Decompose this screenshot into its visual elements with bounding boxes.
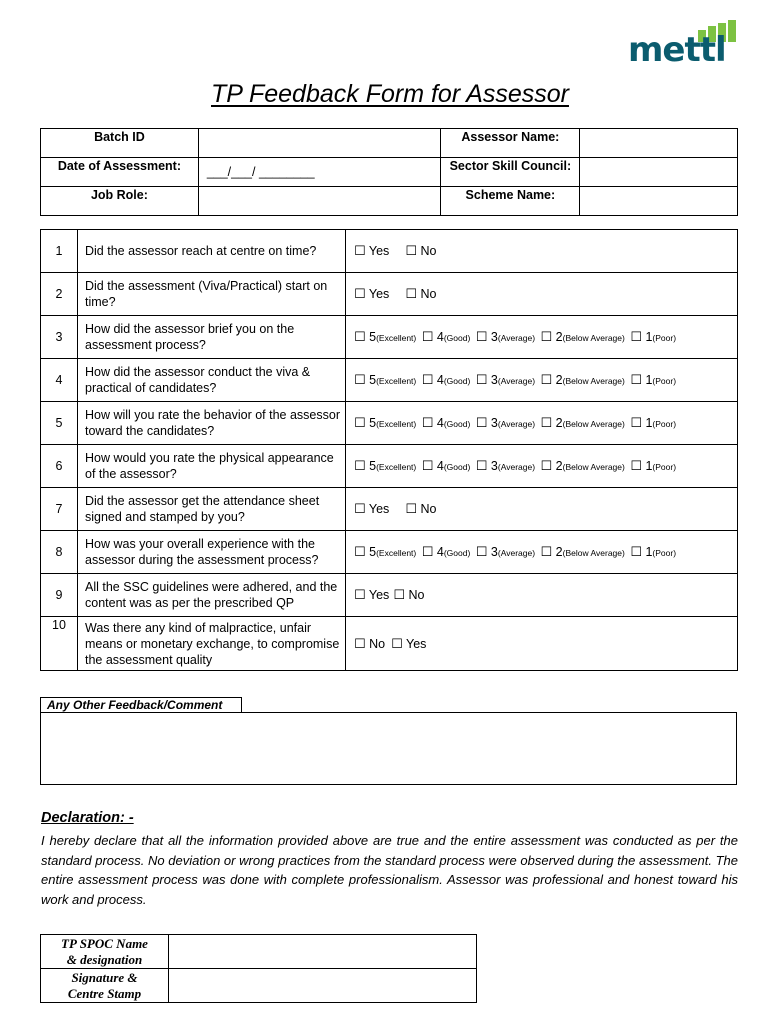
rating-label: (Below Average) — [562, 461, 625, 472]
yes-option-label: Yes — [368, 588, 390, 602]
spoc-label-line1: TP SPOC Name — [61, 935, 148, 951]
rating-option[interactable] — [476, 545, 535, 559]
rating-number: 3 — [490, 372, 498, 387]
rating-number: 2 — [555, 372, 563, 387]
rating-label: (Poor) — [652, 332, 677, 343]
question-text: How did the assessor conduct the viva & practical of candidates? — [78, 359, 346, 402]
checkbox-icon[interactable]: ☐ — [405, 243, 417, 258]
rating-option[interactable] — [422, 545, 471, 559]
checkbox-icon[interactable]: ☐ — [630, 414, 642, 430]
question-row — [41, 273, 738, 316]
rating-label: (Good) — [443, 547, 471, 558]
rating-option[interactable] — [630, 416, 676, 430]
checkbox-icon[interactable]: ☐ — [354, 286, 366, 301]
rating-number: 2 — [555, 415, 563, 430]
rating-label: (Average) — [497, 461, 536, 472]
signature-stamp-field[interactable] — [169, 969, 477, 1003]
question-number: 6 — [41, 445, 78, 488]
rating-number: 3 — [490, 329, 498, 344]
rating-option[interactable] — [422, 330, 471, 344]
no-option-label: No — [408, 588, 425, 602]
mettl-logo — [626, 20, 742, 68]
checkbox-icon[interactable]: ☐ — [421, 414, 434, 430]
checkbox-icon[interactable]: ☐ — [354, 543, 366, 559]
rating-number: 4 — [436, 544, 444, 559]
rating-option[interactable] — [476, 416, 535, 430]
no-option[interactable] — [405, 287, 436, 301]
rating-number: 4 — [436, 329, 444, 344]
spoc-name-label — [41, 935, 169, 969]
rating-option[interactable] — [476, 330, 535, 344]
checkbox-icon[interactable]: ☐ — [421, 371, 434, 387]
checkbox-icon[interactable]: ☐ — [354, 635, 366, 651]
checkbox-icon[interactable]: ☐ — [630, 457, 642, 473]
checkbox-icon[interactable]: ☐ — [540, 543, 553, 559]
yes-option[interactable] — [354, 502, 389, 516]
no-option-label: No — [420, 502, 437, 516]
scheme-name-field[interactable] — [580, 187, 738, 216]
declaration-text: I hereby declare that all the information provided above are true and the entire assessment was conducted as per the standard process. No deviation or wrong practices from the standard process were observed during the assessment. The entire assessment process was done with complete professionalism. Assessor was professional and honest toward his work and process. — [41, 833, 738, 907]
question-number: 9 — [41, 574, 78, 617]
checkbox-icon[interactable]: ☐ — [540, 328, 553, 344]
date-of-assessment-field[interactable]: ___/___/ ________ — [198, 158, 441, 187]
question-number: 10 — [41, 617, 78, 671]
question-number: 7 — [41, 488, 78, 531]
rating-label: (Average) — [497, 375, 536, 386]
checkbox-icon[interactable]: ☐ — [405, 501, 417, 516]
question-options — [346, 531, 738, 574]
question-number: 5 — [41, 402, 78, 445]
sector-skill-council-label: Sector Skill Council: — [441, 158, 580, 187]
question-text: How was your overall experience with the assessor during the assessment process? — [78, 531, 346, 574]
rating-label: (Good) — [443, 461, 471, 472]
batch-info-table — [40, 128, 738, 216]
question-options — [346, 273, 738, 316]
question-text: Did the assessment (Viva/Practical) start on time? — [78, 273, 346, 316]
question-options — [346, 230, 738, 273]
rating-option[interactable] — [541, 545, 625, 559]
no-option[interactable] — [405, 502, 436, 516]
batch-id-field[interactable] — [198, 129, 441, 158]
question-row — [41, 230, 738, 273]
declaration-heading: Declaration: - — [41, 810, 134, 826]
rating-number: 4 — [436, 372, 444, 387]
checkbox-icon[interactable]: ☐ — [475, 543, 488, 559]
rating-number: 1 — [645, 415, 653, 430]
rating-label: (Excellent) — [376, 547, 417, 558]
rating-number: 1 — [645, 458, 653, 473]
checkbox-icon[interactable]: ☐ — [354, 501, 366, 516]
rating-option[interactable] — [630, 373, 676, 387]
question-options — [346, 359, 738, 402]
question-number: 2 — [41, 273, 78, 316]
rating-number: 2 — [555, 329, 563, 344]
batch-id-label: Batch ID — [41, 129, 199, 158]
spoc-name-field[interactable] — [169, 935, 477, 969]
rating-number: 1 — [645, 544, 653, 559]
question-options — [346, 402, 738, 445]
feedback-textarea[interactable] — [40, 712, 737, 785]
rating-label: (Below Average) — [562, 547, 625, 558]
question-number: 8 — [41, 531, 78, 574]
rating-option[interactable] — [541, 459, 625, 473]
rating-number: 5 — [369, 544, 377, 559]
checkbox-icon[interactable]: ☐ — [405, 286, 417, 301]
form-title: TP Feedback Form for Assessor — [211, 80, 569, 108]
rating-label: (Average) — [497, 332, 536, 343]
rating-label: (Average) — [497, 547, 536, 558]
no-option-label: No — [420, 244, 437, 258]
question-text: Was there any kind of malpractice, unfair means or monetary exchange, to compromise the assessment quality — [78, 617, 346, 671]
rating-option[interactable] — [422, 416, 471, 430]
rating-label: (Below Average) — [562, 418, 625, 429]
rating-number: 1 — [645, 329, 653, 344]
yes-option-label: Yes — [406, 636, 427, 651]
question-row — [41, 445, 738, 488]
checkbox-icon[interactable]: ☐ — [540, 371, 553, 387]
checkbox-icon[interactable]: ☐ — [475, 457, 488, 473]
question-number: 1 — [41, 230, 78, 273]
scheme-name-label: Scheme Name: — [441, 187, 580, 216]
question-options — [346, 574, 738, 617]
yes-option-label: Yes — [368, 244, 390, 258]
question-options — [346, 445, 738, 488]
rating-option[interactable] — [422, 373, 471, 387]
rating-number: 3 — [490, 544, 498, 559]
rating-option[interactable] — [422, 459, 471, 473]
rating-option[interactable] — [354, 330, 416, 344]
rating-label: (Excellent) — [376, 418, 417, 429]
rating-option[interactable] — [541, 416, 625, 430]
rating-label: (Poor) — [652, 547, 677, 558]
rating-label: (Excellent) — [376, 332, 417, 343]
checkbox-icon[interactable]: ☐ — [630, 543, 642, 559]
yes-option[interactable] — [354, 244, 389, 258]
rating-option[interactable] — [476, 373, 535, 387]
question-options — [346, 316, 738, 359]
question-row — [41, 359, 738, 402]
rating-option[interactable] — [541, 373, 625, 387]
rating-option[interactable] — [630, 459, 676, 473]
assessor-name-label: Assessor Name: — [441, 129, 580, 158]
question-number: 3 — [41, 316, 78, 359]
rating-label: (Poor) — [652, 418, 677, 429]
question-row — [41, 316, 738, 359]
no-option[interactable] — [354, 637, 385, 651]
rating-option[interactable] — [354, 459, 416, 473]
rating-label: (Good) — [443, 418, 471, 429]
signature-label-line2: Centre Stamp — [67, 985, 142, 1001]
rating-label: (Below Average) — [562, 332, 625, 343]
yes-option[interactable] — [354, 588, 389, 602]
question-options — [346, 488, 738, 531]
rating-option[interactable] — [354, 416, 416, 430]
rating-label: (Excellent) — [376, 461, 417, 472]
job-role-field[interactable] — [198, 187, 441, 216]
question-row — [41, 617, 738, 671]
sector-skill-council-field[interactable] — [580, 158, 738, 187]
yes-option[interactable] — [391, 637, 426, 651]
yes-option-label: Yes — [368, 287, 390, 301]
rating-number: 2 — [555, 544, 563, 559]
question-text: Did the assessor reach at centre on time? — [78, 230, 346, 273]
rating-label: (Below Average) — [562, 375, 625, 386]
question-text: How will you rate the behavior of the assessor toward the candidates? — [78, 402, 346, 445]
question-text: How would you rate the physical appearance of the assessor? — [78, 445, 346, 488]
rating-label: (Good) — [443, 332, 471, 343]
rating-number: 3 — [490, 415, 498, 430]
checkbox-icon[interactable]: ☐ — [421, 328, 434, 344]
checkbox-icon[interactable]: ☐ — [475, 414, 488, 430]
rating-option[interactable] — [354, 373, 416, 387]
spoc-label-line2: & designation — [66, 951, 143, 967]
checkbox-icon[interactable]: ☐ — [354, 371, 366, 387]
question-row — [41, 488, 738, 531]
checkbox-icon[interactable]: ☐ — [475, 371, 488, 387]
question-row — [41, 531, 738, 574]
no-option-label: No — [369, 636, 386, 651]
question-text: Did the assessor get the attendance sheet signed and stamped by you? — [78, 488, 346, 531]
checkbox-icon[interactable]: ☐ — [421, 543, 434, 559]
question-text: All the SSC guidelines were adhered, and the content was as per the prescribed QP — [78, 574, 346, 617]
question-options — [346, 617, 738, 671]
rating-number: 4 — [436, 458, 444, 473]
rating-number: 5 — [369, 372, 377, 387]
rating-option[interactable] — [630, 330, 676, 344]
checkbox-icon[interactable]: ☐ — [475, 328, 488, 344]
question-text: How did the assessor brief you on the assessment process? — [78, 316, 346, 359]
rating-number: 2 — [555, 458, 563, 473]
rating-number: 4 — [436, 415, 444, 430]
checkbox-icon[interactable]: ☐ — [354, 328, 366, 344]
rating-label: (Poor) — [652, 375, 677, 386]
job-role-label: Job Role: — [41, 187, 199, 216]
checkbox-icon[interactable]: ☐ — [354, 414, 366, 430]
date-of-assessment-label: Date of Assessment: — [41, 158, 199, 187]
rating-number: 5 — [369, 329, 377, 344]
assessor-name-field[interactable] — [580, 129, 738, 158]
signature-label-line1: Signature & — [71, 969, 138, 985]
checkbox-icon[interactable]: ☐ — [391, 635, 403, 651]
yes-option[interactable] — [354, 287, 389, 301]
checkbox-icon[interactable]: ☐ — [540, 457, 553, 473]
checkbox-icon[interactable]: ☐ — [354, 587, 366, 602]
rating-label: (Good) — [443, 375, 471, 386]
checkbox-icon[interactable]: ☐ — [354, 243, 366, 258]
yes-option-label: Yes — [368, 502, 390, 516]
rating-number: 1 — [645, 372, 653, 387]
rating-option[interactable] — [541, 330, 625, 344]
rating-number: 5 — [369, 458, 377, 473]
checkbox-icon[interactable]: ☐ — [540, 414, 553, 430]
question-row — [41, 402, 738, 445]
no-option[interactable] — [405, 244, 436, 258]
checkbox-icon[interactable]: ☐ — [421, 457, 434, 473]
feedback-label: Any Other Feedback/Comment — [40, 697, 242, 712]
signature-stamp-label — [41, 969, 169, 1003]
checkbox-icon[interactable]: ☐ — [630, 328, 642, 344]
checkbox-icon[interactable]: ☐ — [354, 457, 366, 473]
logo-wordmark: mettl — [628, 30, 726, 70]
question-row — [41, 574, 738, 617]
questions-table — [40, 229, 738, 671]
checkbox-icon[interactable]: ☐ — [630, 371, 642, 387]
rating-option[interactable] — [476, 459, 535, 473]
no-option[interactable] — [393, 588, 424, 602]
rating-label: (Poor) — [652, 461, 677, 472]
no-option-label: No — [420, 287, 437, 301]
signoff-table — [40, 934, 477, 1003]
rating-option[interactable] — [354, 545, 416, 559]
checkbox-icon[interactable]: ☐ — [393, 587, 405, 602]
question-number: 4 — [41, 359, 78, 402]
rating-label: (Average) — [497, 418, 536, 429]
rating-option[interactable] — [630, 545, 676, 559]
rating-number: 3 — [490, 458, 498, 473]
rating-label: (Excellent) — [376, 375, 417, 386]
rating-number: 5 — [369, 415, 377, 430]
